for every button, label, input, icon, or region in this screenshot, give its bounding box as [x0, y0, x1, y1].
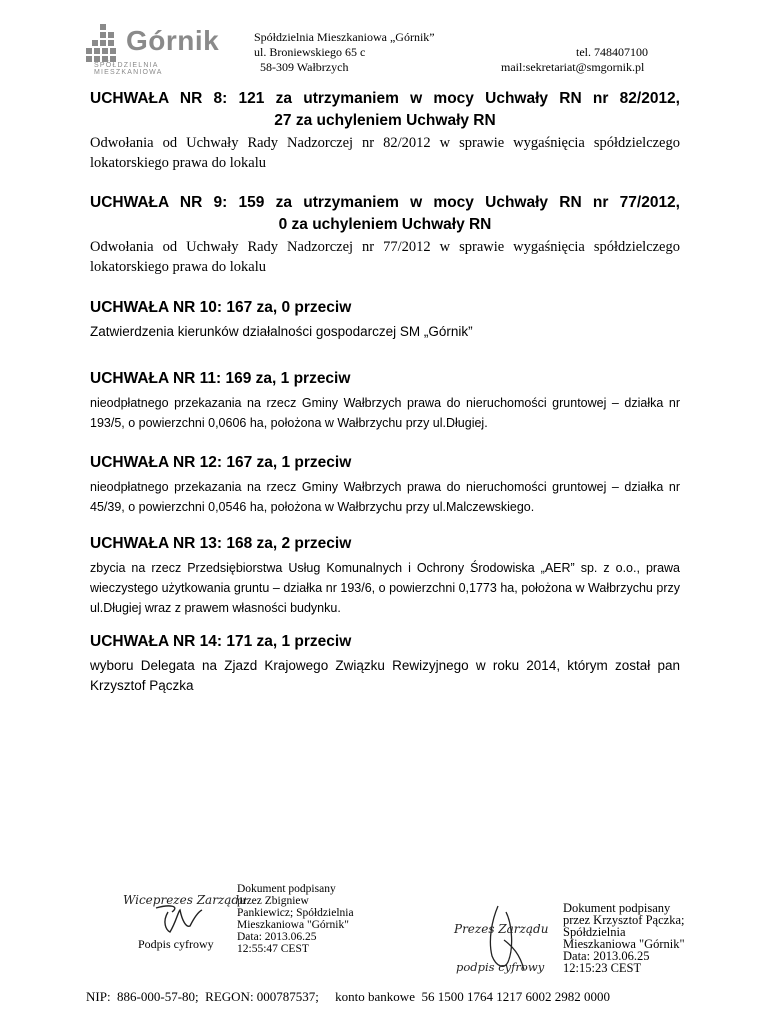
signature-line: 12:15:23 CEST: [563, 961, 642, 975]
left-digital-label: Podpis cyfrowy: [138, 937, 214, 951]
resolution-title: UCHWAŁA NR 14: 171 za, 1 przeciw: [90, 633, 352, 650]
company-logo: [86, 18, 226, 74]
resolution-description: Odwołania od Uchwały Rady Nadzorczej nr 77/2012 w sprawie wygaśnięcia spółdzielczego lokatorskiego prawa do lokalu: [90, 239, 680, 275]
signature-line: Pankiewicz; Spółdzielnia: [237, 907, 354, 919]
resolution-14: [90, 631, 680, 696]
resolution-description: Zatwierdzenia kierunków działalności gospodarczej SM „Górnik”: [90, 324, 473, 339]
org-email: mail:sekretariat@smgornik.pl: [501, 60, 645, 74]
resolution-8: [90, 88, 680, 173]
signature-line: Data: 2013.06.25: [563, 949, 650, 963]
resolution-title: UCHWAŁA NR 13: 168 za, 2 przeciw: [90, 535, 352, 552]
resolution-13: [90, 533, 680, 618]
logo-name: Górnik: [126, 25, 220, 56]
footer-bank-account: konto bankowe 56 1500 1764 1217 6002 2982 0000: [335, 989, 610, 1004]
footer-regon: REGON: 000787537;: [205, 989, 319, 1004]
left-signature-details: [237, 883, 354, 955]
signature-line: przez Zbigniew: [237, 895, 309, 907]
resolution-title-line2: 27 za uchyleniem Uchwały RN: [274, 112, 496, 129]
left-signature-role: Wiceprezes Zarządu: [123, 893, 247, 907]
left-handwritten-signature: [150, 898, 240, 938]
resolution-description: Odwołania od Uchwały Rady Nadzorczej nr 82/2012 w sprawie wygaśnięcia spółdzielczego lokatorskiego prawa do lokalu: [90, 135, 680, 171]
resolution-description: zbycia na rzecz Przedsiębiorstwa Usług Komunalnych i Ochrony Środowiska „AER” sp. z o.o., prawa wieczystego użytkowania gruntu – działka nr 193/6, o powierzchni 0,1773 ha, położona w Wałbrzychu przy ul.Długiej wraz z prawem własności budynku.: [90, 561, 680, 615]
resolution-10: [90, 297, 680, 342]
org-name: Spółdzielnia Mieszkaniowa „Górnik”: [254, 30, 435, 44]
footer-nip: NIP: 886-000-57-80;: [86, 989, 199, 1004]
signature-line: Spółdzielnia: [563, 925, 626, 939]
right-signature-role: Prezes Zarządu: [454, 922, 549, 936]
resolution-11: [90, 368, 680, 433]
resolution-description: nieodpłatnego przekazania na rzecz Gminy Wałbrzych prawa do nieruchomości gruntowej – działka nr 193/5, o powierzchni 0,0606 ha, położona w Wałbrzychu przy ul.Długiej.: [90, 396, 680, 430]
resolution-title: UCHWAŁA NR 8: 121 za utrzymaniem w mocy Uchwały RN nr 82/2012,: [90, 90, 680, 107]
signature-line: Mieszkaniowa "Górnik": [237, 919, 349, 931]
resolution-description: nieodpłatnego przekazania na rzecz Gminy Wałbrzych prawa do nieruchomości gruntowej – działka nr 45/39, o powierzchni 0,0546 ha, położona w Wałbrzychu przy ul.Malczewskiego.: [90, 480, 680, 514]
resolution-title: UCHWAŁA NR 12: 167 za, 1 przeciw: [90, 454, 352, 471]
resolution-title: UCHWAŁA NR 10: 167 za, 0 przeciw: [90, 299, 352, 316]
page-footer: [86, 989, 610, 1005]
signature-line: Mieszkaniowa "Górnik": [563, 937, 685, 951]
signature-line: Dokument podpisany: [563, 901, 671, 915]
logo-subtitle: SPÓŁDZIELNIA MIESZKANIOWA: [94, 62, 163, 76]
signature-line: Data: 2013.06.25: [237, 931, 317, 943]
resolution-12: [90, 452, 680, 517]
resolution-title-line2: 0 za uchyleniem Uchwały RN: [278, 216, 492, 233]
org-street: ul. Broniewskiego 65 c: [254, 45, 366, 59]
signature-line: przez Krzysztof Pączka;: [563, 913, 685, 927]
resolution-description: wyboru Delegata na Zjazd Krajowego Związku Rewizyjnego w roku 2014, którym został pan Krzysztof Pączka: [90, 658, 680, 693]
right-digital-label: podpis cyfrowy: [456, 960, 545, 974]
resolution-title: UCHWAŁA NR 11: 169 za, 1 przeciw: [90, 370, 351, 387]
right-signature-details: [563, 902, 685, 974]
resolution-9: [90, 192, 680, 277]
org-city: 58-309 Wałbrzych: [260, 60, 349, 74]
resolution-title: UCHWAŁA NR 9: 159 za utrzymaniem w mocy Uchwały RN nr 77/2012,: [90, 194, 680, 211]
signature-line: Dokument podpisany: [237, 883, 336, 895]
org-phone: tel. 748407100: [576, 45, 648, 59]
signature-line: 12:55:47 CEST: [237, 943, 309, 955]
